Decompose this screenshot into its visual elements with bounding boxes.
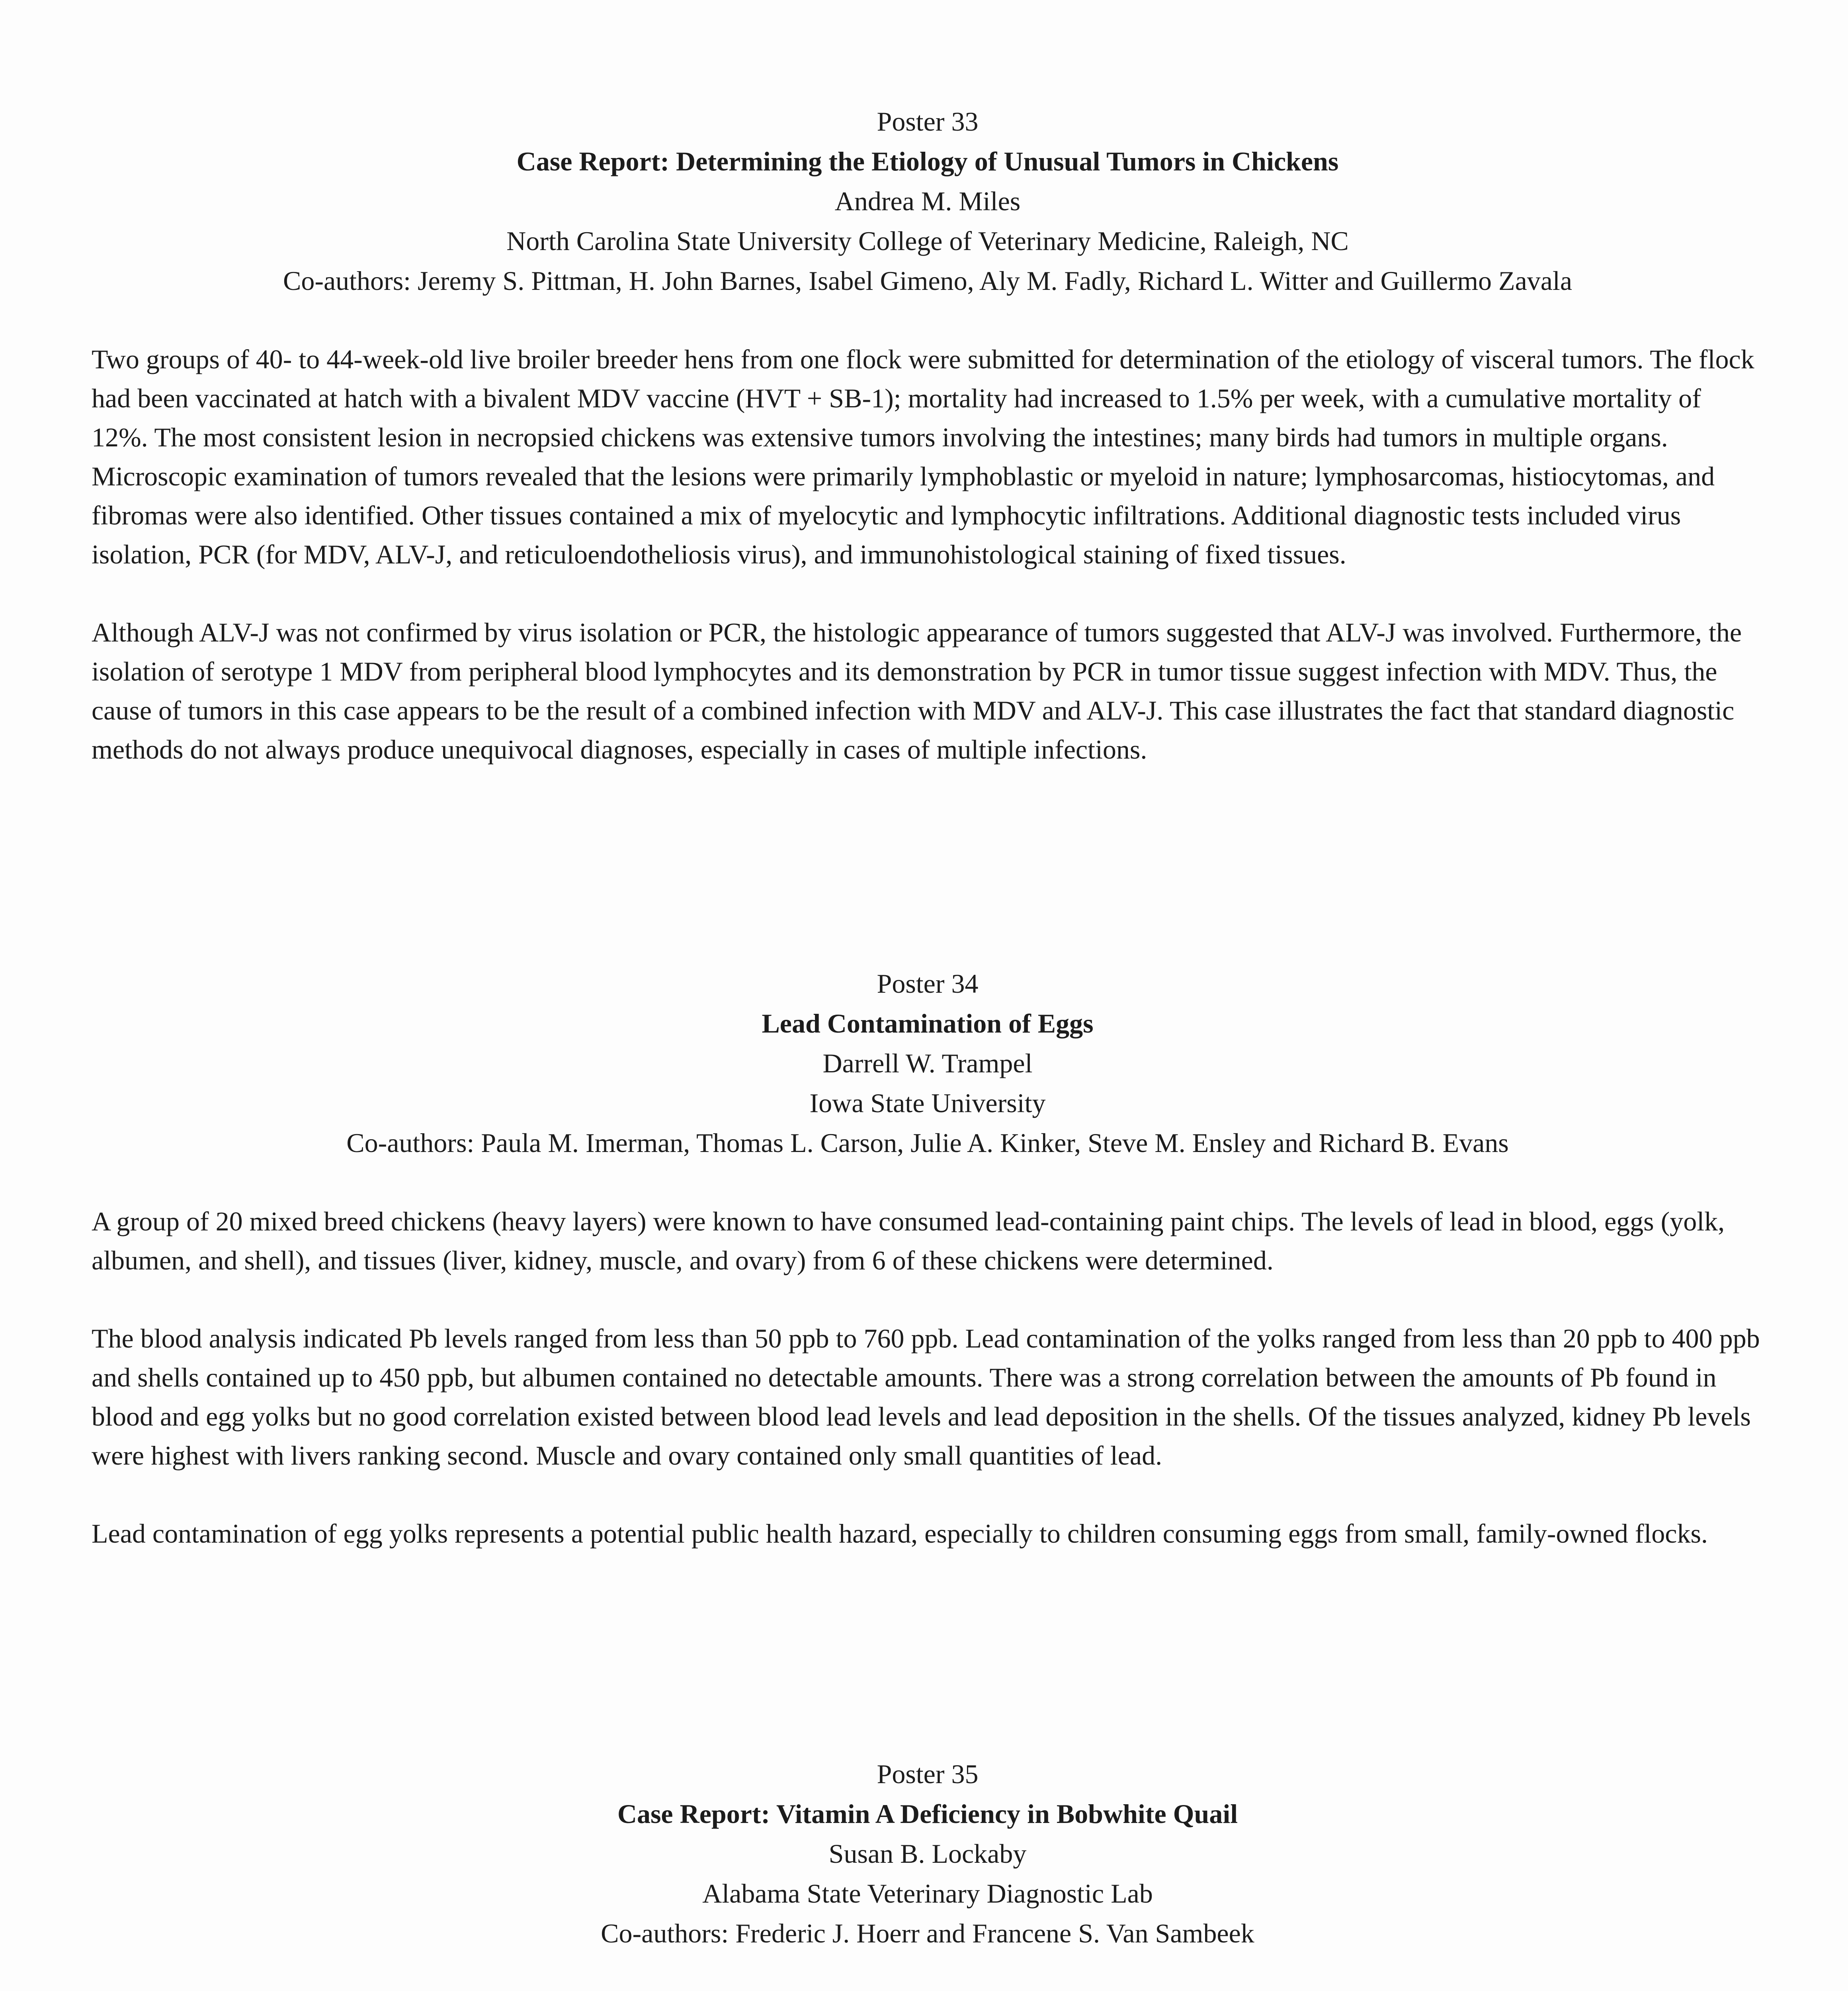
abstract-paragraph: The blood analysis indicated Pb levels ranged from less than 50 ppb to 760 ppb. Lead contamination of the yolks ranged from less than 20 ppb to 400 ppb and shells contained up to 450 ppb, but albumen contained no detectable amounts. There was a strong correlation between the amounts of Pb found in blood and egg yolks but no good correlation existed between blood lead levels and lead deposition in the shells. Of the tissues analyzed, kidney Pb levels were highest with livers ranking second. Muscle and ovary contained only small quantities of lead. xyxy=(92,1323,1760,1471)
abstract-paragraph: A group of 20 mixed breed chickens (heavy layers) were known to have consumed lead-containing paint chips. The levels of lead in blood, eggs (yolk, albumen, and shell), and tissues (liver, kidney, muscle, and ovary) from 6 of these chickens were determined. xyxy=(92,1206,1725,1275)
poster-number: Poster 34 xyxy=(877,968,979,999)
poster-header xyxy=(92,964,1764,1163)
poster-34 xyxy=(92,964,1764,1553)
poster-coauthors: Co-authors: Paula M. Imerman, Thomas L. Carson, Julie A. Kinker, Steve M. Ensley and Richard B. Evans xyxy=(346,1128,1509,1158)
poster-author: Susan B. Lockaby xyxy=(828,1838,1027,1869)
abstract-paragraph: Two groups of 40- to 44-week-old live broiler breeder hens from one flock were submitted for determination of the etiology of visceral tumors. The flock had been vaccinated at hatch with a bivalent MDV vaccine (HVT + SB-1); mortality had increased to 1.5% per week, with a cumulative mortality of 12%. The most consistent lesion in necropsied chickens was extensive tumors involving the intestines; many birds had tumors in multiple organs. Microscopic examination of tumors revealed that the lesions were primarily lymphoblastic or myeloid in nature; lymphosarcomas, histiocytomas, and fibromas were also identified. Other tissues contained a mix of myelocytic and lymphocytic infiltrations. Additional diagnostic tests included virus isolation, PCR (for MDV, ALV-J, and reticuloendotheliosis virus), and immunohistological staining of fixed tissues. xyxy=(92,344,1754,569)
poster-affiliation: Alabama State Veterinary Diagnostic Lab xyxy=(702,1878,1153,1909)
poster-author: Andrea M. Miles xyxy=(834,186,1021,216)
poster-title: Case Report: Determining the Etiology of Unusual Tumors in Chickens xyxy=(516,146,1339,176)
poster-affiliation: North Carolina State University College of Veterinary Medicine, Raleigh, NC xyxy=(506,226,1349,256)
poster-affiliation: Iowa State University xyxy=(809,1088,1046,1118)
poster-author: Darrell W. Trampel xyxy=(822,1048,1033,1078)
abstract-paragraph: Although ALV-J was not confirmed by virus isolation or PCR, the histologic appearance of tumors suggested that ALV-J was involved. Furthermore, the isolation of serotype 1 MDV from peripheral blood lymphocytes and its demonstration by PCR in tumor tissue suggest infection with MDV. Thus, the cause of tumors in this case appears to be the result of a combined infection with MDV and ALV-J. This case illustrates the fact that standard diagnostic methods do not always produce unequivocal diagnoses, especially in cases of multiple infections. xyxy=(92,617,1742,765)
poster-title: Lead Contamination of Eggs xyxy=(762,1008,1094,1039)
poster-header xyxy=(92,102,1764,301)
poster-number: Poster 33 xyxy=(877,106,979,137)
poster-coauthors: Co-authors: Jeremy S. Pittman, H. John Barnes, Isabel Gimeno, Aly M. Fadly, Richard L. Witter and Guillermo Zavala xyxy=(283,266,1573,296)
poster-coauthors: Co-authors: Frederic J. Hoerr and Francene S. Van Sambeek xyxy=(601,1918,1254,1948)
abstract-paragraph: Lead contamination of egg yolks represents a potential public health hazard, especially to children consuming eggs from small, family-owned flocks. xyxy=(92,1518,1708,1549)
poster-number: Poster 35 xyxy=(877,1759,979,1789)
poster-header xyxy=(92,1754,1764,1953)
poster-33 xyxy=(92,102,1764,769)
poster-title: Case Report: Vitamin A Deficiency in Bobwhite Quail xyxy=(617,1799,1238,1829)
poster-35 xyxy=(92,1754,1764,1991)
